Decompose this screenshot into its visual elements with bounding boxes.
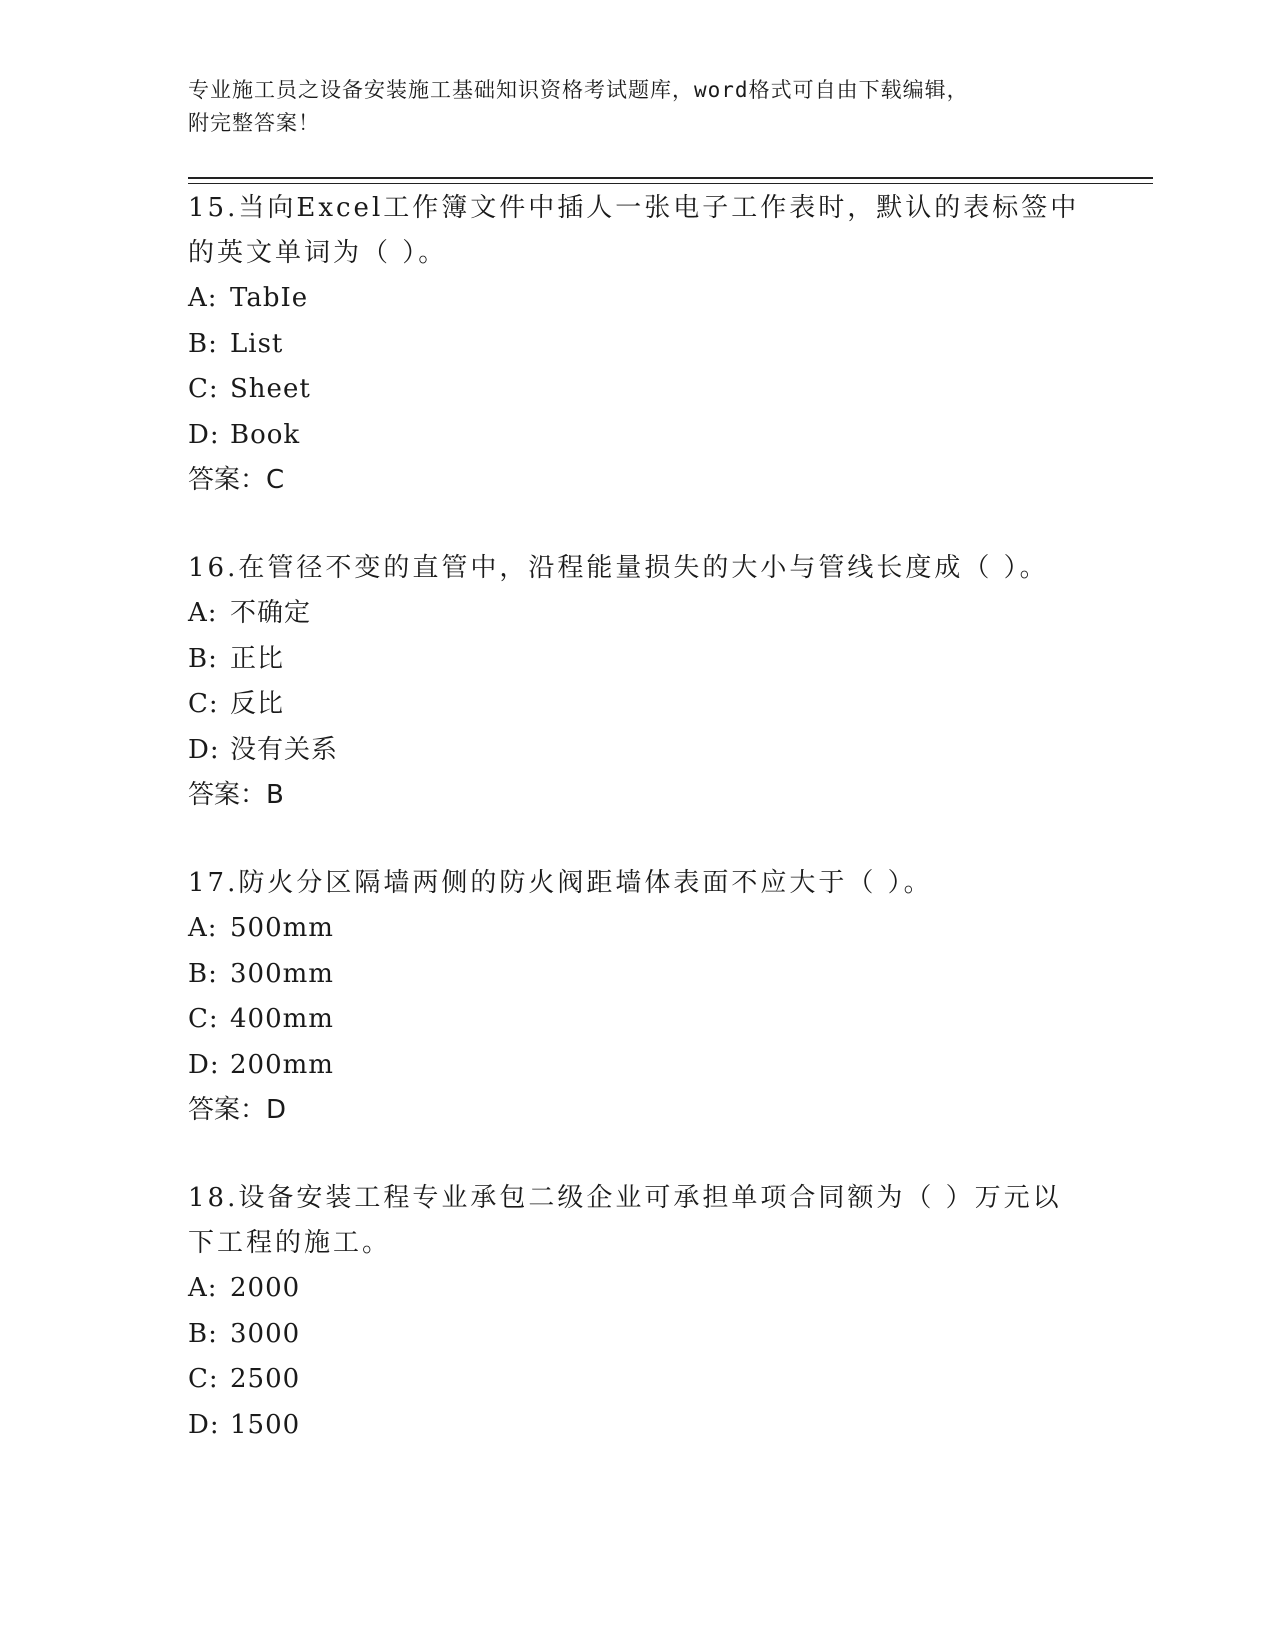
- option-key: D:: [188, 419, 220, 450]
- option-text: 没有关系: [230, 734, 339, 765]
- question-stem-line-1: 15.当向Excel工作簿文件中插人一张电子工作表时，默认的表标签中: [188, 193, 1080, 223]
- option-text: 1500: [230, 1409, 301, 1440]
- option-key: A:: [188, 913, 218, 943]
- question-stem-line-1: 17.防火分区隔墙两侧的防火阀距墙体表面不应大于（ ）。: [188, 868, 933, 898]
- header-line-1: 专业施工员之设备安装施工基础知识资格考试题库，word格式可自由下载编辑，: [188, 78, 969, 102]
- option-text: List: [230, 328, 284, 359]
- option-text: 400mm: [230, 1004, 334, 1034]
- answer: 答案：C: [188, 465, 285, 495]
- question-stem-line-1: 18.设备安装工程专业承包二级企业可承担单项合同额为（ ）万元以: [188, 1183, 1062, 1213]
- header-divider-thin: [188, 183, 1153, 184]
- option-key: C:: [188, 1364, 219, 1394]
- option-a: [188, 591, 1088, 637]
- option-text: 200mm: [230, 1049, 334, 1080]
- option-text: Book: [230, 419, 301, 450]
- header-divider-thick: [188, 177, 1153, 179]
- option-text: 反比: [230, 689, 285, 719]
- question-stem-line-1: 16.在管径不变的直管中，沿程能量损失的大小与管线长度成（ ）。: [188, 553, 1049, 583]
- question-16: [188, 546, 1088, 818]
- question-18: [188, 1176, 1088, 1448]
- option-b: [188, 952, 1088, 998]
- option-c: [188, 1357, 1088, 1403]
- question-stem-line-2: 下工程的施工。: [188, 1228, 392, 1258]
- option-text: 不确定: [230, 598, 312, 628]
- option-a: [188, 906, 1088, 952]
- option-key: B:: [188, 1318, 218, 1349]
- option-text: 300mm: [230, 958, 334, 989]
- option-b: [188, 1312, 1088, 1358]
- option-key: A:: [188, 598, 218, 628]
- question-15: [188, 186, 1088, 503]
- option-c: [188, 997, 1088, 1043]
- header-line-2: 附完整答案！: [188, 111, 320, 135]
- answer: 答案：D: [188, 1095, 287, 1125]
- option-a: [188, 276, 1088, 322]
- option-key: B:: [188, 958, 218, 989]
- option-d: [188, 1043, 1088, 1089]
- option-text: TabIe: [230, 283, 309, 313]
- option-d: [188, 728, 1088, 774]
- option-text: 2000: [230, 1273, 301, 1303]
- option-b: [188, 637, 1088, 683]
- option-key: D:: [188, 1049, 220, 1080]
- question-17: [188, 861, 1088, 1133]
- option-c: [188, 682, 1088, 728]
- option-key: B:: [188, 328, 218, 359]
- option-key: C:: [188, 689, 219, 719]
- option-b: [188, 322, 1088, 368]
- option-key: D:: [188, 1409, 220, 1440]
- option-a: [188, 1266, 1088, 1312]
- option-text: 2500: [230, 1364, 301, 1394]
- option-key: B:: [188, 643, 218, 674]
- option-text: 3000: [230, 1318, 301, 1349]
- option-d: [188, 413, 1088, 459]
- answer: 答案：B: [188, 780, 284, 810]
- option-text: 正比: [230, 643, 285, 674]
- option-d: [188, 1403, 1088, 1449]
- option-key: C:: [188, 374, 219, 404]
- option-key: C:: [188, 1004, 219, 1034]
- option-key: A:: [188, 1273, 218, 1303]
- option-c: [188, 367, 1088, 413]
- document-header: [188, 74, 1088, 140]
- question-stem-line-2: 的英文单词为（ ）。: [188, 238, 448, 268]
- option-text: 500mm: [230, 913, 334, 943]
- option-text: Sheet: [230, 374, 311, 404]
- option-key: A:: [188, 283, 218, 313]
- option-key: D:: [188, 734, 220, 765]
